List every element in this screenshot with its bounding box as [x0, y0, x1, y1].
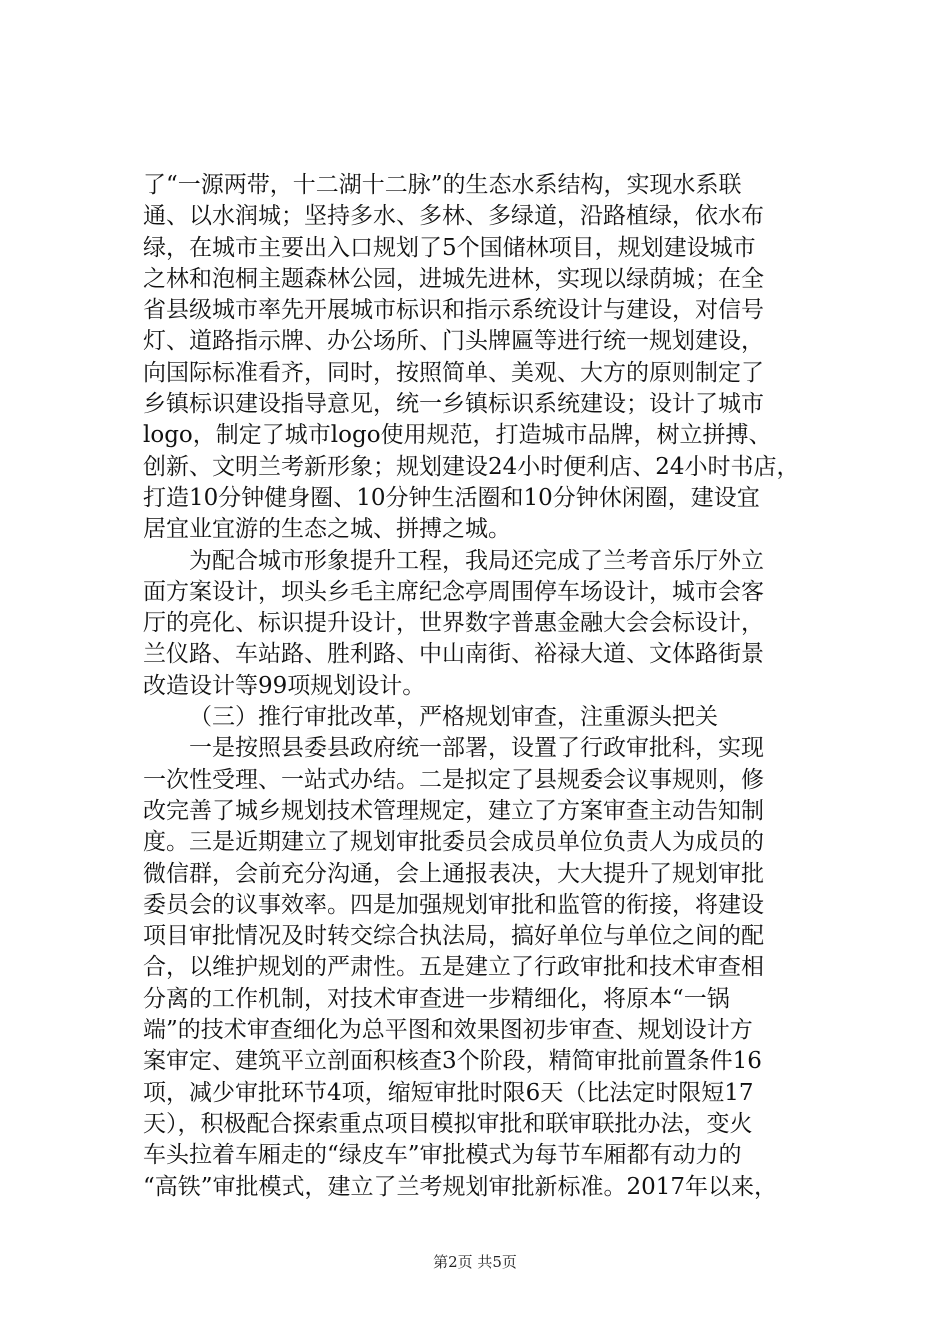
text-line: 兰仪路、车站路、胜利路、中山南街、裕禄大道、文体路街景	[143, 641, 764, 668]
text-line: 厅的亮化、标识提升设计，世界数字普惠金融大会会标设计，	[143, 610, 764, 637]
text-line: logo，制定了城市logo使用规范，打造城市品牌，树立拼搏、	[143, 422, 772, 449]
text-line: 灯、道路指示牌、办公场所、门头牌匾等进行统一规划建设，	[143, 328, 764, 355]
text-line: 通、以水润城；坚持多水、多林、多绿道，沿路植绿，依水布	[143, 203, 764, 230]
text-line: 一次性受理、一站式办结。二是拟定了县规委会议事规则，修	[143, 766, 764, 793]
text-line: 度。三是近期建立了规划审批委员会成员单位负责人为成员的	[143, 829, 764, 856]
text-line: 向国际标准看齐，同时，按照简单、美观、大方的原则制定了	[143, 359, 764, 386]
text-line: “高铁”审批模式，建立了兰考规划审批新标准。2017年以来，	[143, 1173, 778, 1200]
text-line: 居宜业宜游的生态之城、拼搏之城。	[143, 516, 511, 543]
text-line: 乡镇标识建设指导意见，统一乡镇标识系统建设；设计了城市	[143, 391, 764, 418]
text-line: 案审定、建筑平立剖面积核查3个阶段，精简审批前置条件16	[143, 1048, 762, 1075]
page-number: 第2页 共5页	[433, 1253, 517, 1271]
text-line: 一是按照县委县政府统一部署，设置了行政审批科，实现	[189, 735, 764, 762]
text-line: 天），积极配合探索重点项目模拟审批和联审联批办法，变火	[143, 1110, 753, 1137]
text-line: 项目审批情况及时转交综合执法局，搞好单位与单位之间的配	[143, 923, 764, 950]
text-line: 了“一源两带，十二湖十二脉”的生态水系结构，实现水系联	[143, 172, 742, 198]
text-line: 微信群，会前充分沟通，会上通报表决，大大提升了规划审批	[143, 860, 764, 887]
text-line: 改完善了城乡规划技术管理规定，建立了方案审查主动告知制	[143, 797, 764, 824]
document-body	[143, 170, 843, 1203]
text-line: 委员会的议事效率。四是加强规划审批和监管的衔接，将建设	[143, 891, 764, 918]
text-line: 创新、文明兰考新形象；规划建设24小时便利店、24小时书店，	[143, 453, 800, 480]
text-line: 之林和泡桐主题森林公园，进城先进林，实现以绿荫城；在全	[143, 265, 764, 292]
text-line: 改造设计等99项规划设计。	[143, 672, 426, 699]
page-footer	[0, 1251, 950, 1272]
text-line: 为配合城市形象提升工程，我局还完成了兰考音乐厅外立	[189, 547, 764, 574]
text-line: 车头拉着车厢走的“绿皮车”审批模式为每节车厢都有动力的	[143, 1142, 742, 1169]
text-line: 分离的工作机制，对技术审查进一步精细化，将原本“一锅	[143, 985, 730, 1012]
text-line: 省县级城市率先开展城市标识和指示系统设计与建设，对信号	[143, 297, 764, 324]
text-line: 端”的技术审查细化为总平图和效果图初步审查、规划设计方	[143, 1017, 753, 1044]
text-line: 项，减少审批环节4项，缩短审批时限6天（比法定时限短17	[143, 1079, 754, 1106]
text-line: （三）推行审批改革，严格规划审查，注重源头把关	[189, 704, 718, 731]
text-line: 打造10分钟健身圈、10分钟生活圈和10分钟休闲圈，建设宜	[143, 484, 760, 511]
text-line: 合，以维护规划的严肃性。五是建立了行政审批和技术审查相	[143, 954, 764, 981]
text-line: 面方案设计，坝头乡毛主席纪念亭周围停车场设计，城市会客	[143, 578, 764, 605]
text-line: 绿，在城市主要出入口规划了5个国储林项目，规划建设城市	[143, 234, 756, 261]
